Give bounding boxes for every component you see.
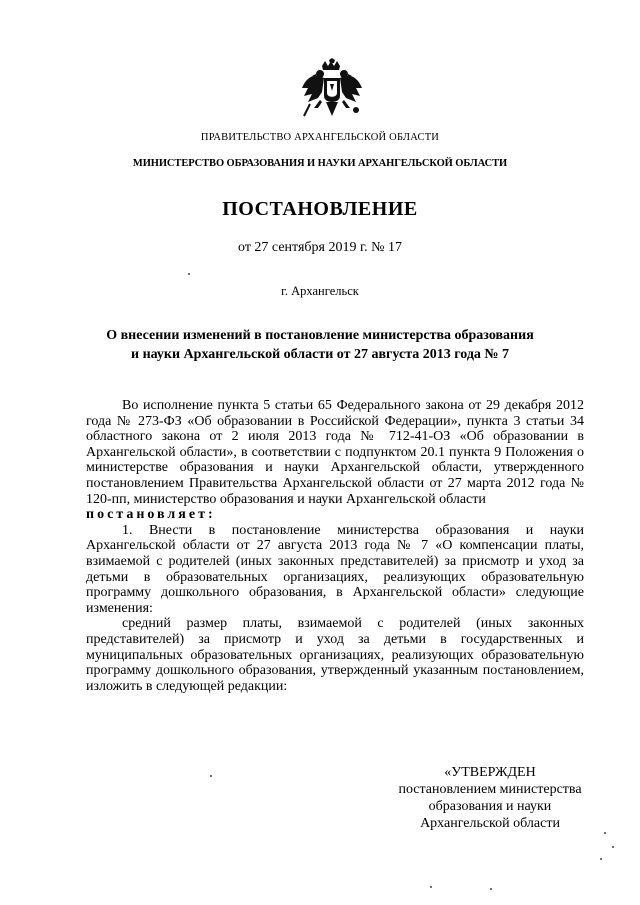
approval-line-2: постановлением министерства	[398, 782, 582, 797]
document-body	[86, 398, 584, 694]
scan-speck	[490, 888, 492, 890]
subject-line-2: и науки Архангельской области от 27 августа 2013 года № 7	[131, 347, 509, 362]
approval-stamp	[380, 764, 600, 832]
subject-line-1: О внесении изменений в постановление министерства образования	[106, 328, 534, 343]
document-subject	[60, 326, 580, 364]
decree-word	[86, 507, 584, 523]
scan-speck	[188, 273, 190, 275]
preamble-paragraph: Во исполнение пункта 5 статьи 65 Федерального закона от 29 декабря 2012 года № 273-ФЗ «Об образовании в Российской Федерации», пункта 3 статьи 34 областного закона от 2 июля 2013 года № 712-41-ОЗ «Об образовании в Архангельской области», в соответствии с подпунктом 20.1 пункта 9 Положения о министерстве образования и науки Архангельской области, утвержденного постановлением Правительства Архангельской области от 27 марта 2012 года № 120-пп, министерство образования и науки Архангельской области	[86, 398, 584, 507]
coat-of-arms-icon	[300, 58, 364, 122]
ministry-name: МИНИСТЕРСТВО ОБРАЗОВАНИЯ И НАУКИ АРХАНГЕЛЬСКОЙ ОБЛАСТИ	[132, 158, 508, 169]
scan-speck	[430, 886, 432, 888]
approval-line-3: образования и науки	[428, 799, 552, 814]
item-1-text-paragraph: средний размер платы, взимаемой с родителей (иных законных представителей) за присмотр и уход за детьми в государственных и муниципальных образовательных организациях, реализующих образовательную программу дошкольного образования, утвержденный указанным постановлением, изложить в следующей редакции:	[86, 616, 584, 694]
scan-speck	[612, 846, 614, 848]
item-1-paragraph: 1. Внести в постановление министерства образования и науки Архангельской области от 27 августа 2013 года № 7 «О компенсации платы, взимаемой с родителей (иных законных представителей) за присмотр и уход за детьми в образовательных организациях, реализующих образовательную программу дошкольного образования, в Архангельской области» следующие изменения:	[86, 522, 584, 616]
document-city: г. Архангельск	[281, 284, 359, 298]
scan-speck	[604, 832, 606, 834]
government-name: ПРАВИТЕЛЬСТВО АРХАНГЕЛЬСКОЙ ОБЛАСТИ	[200, 132, 440, 143]
approval-line-4: Архангельской области	[420, 816, 560, 831]
scan-speck	[210, 775, 212, 777]
document-type-title: ПОСТАНОВЛЕНИЕ	[222, 198, 418, 220]
decree-word-text: постановляет:	[86, 507, 216, 523]
document-date-number: от 27 сентября 2019 г. № 17	[238, 240, 402, 255]
scan-speck	[600, 858, 602, 860]
approval-line-1: «УТВЕРЖДЕН	[444, 765, 536, 780]
